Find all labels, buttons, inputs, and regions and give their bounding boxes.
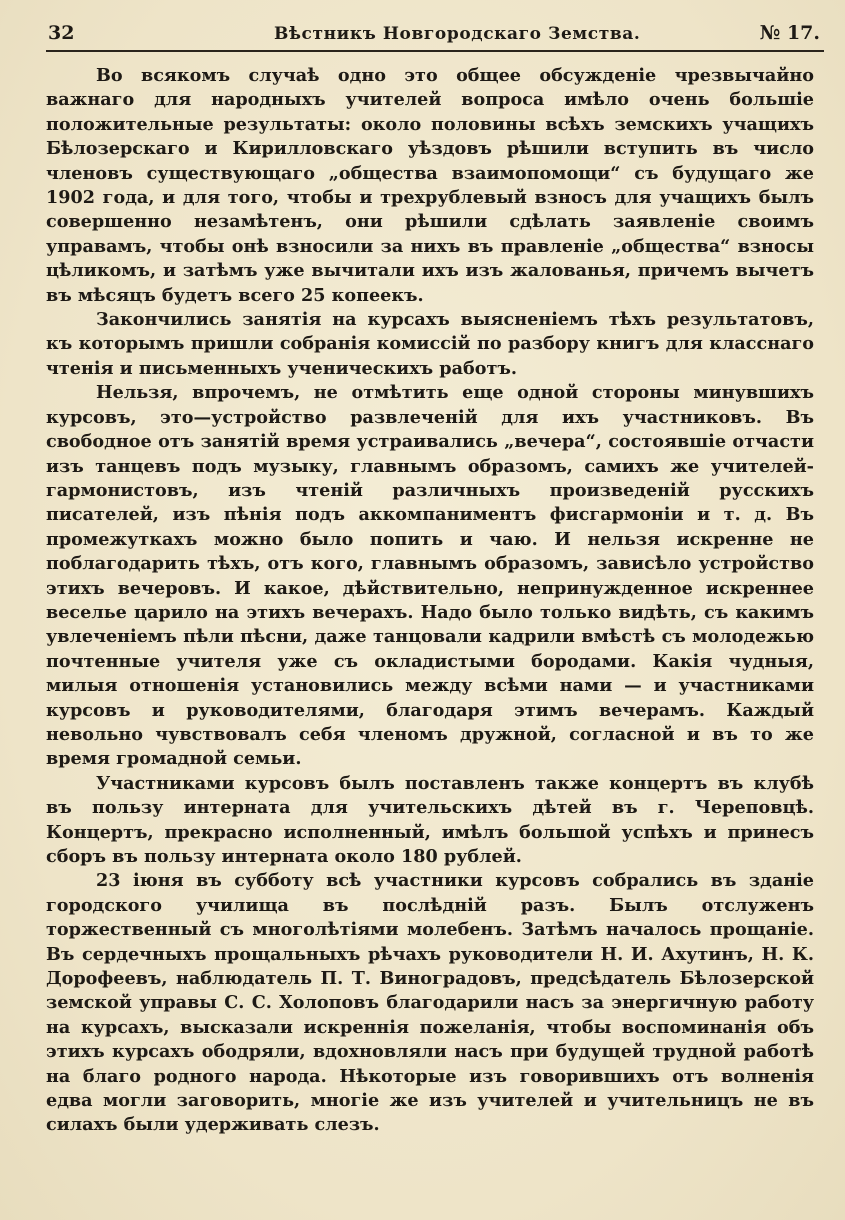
issue-number: № 17. (759, 22, 820, 44)
running-header (46, 20, 824, 52)
paragraph: 23 іюня въ субботу всѣ участники курсовъ собрались въ зданіе городского училища въ послѣдній разъ. Былъ отслуженъ торжественный съ многолѣтіями молебенъ. Затѣмъ началось прощаніе. Въ сердечныхъ прощальныхъ рѣчахъ руководители Н. И. Ахутинъ, Н. К. Дорофеевъ, наблюдатель П. Т. Виноградовъ, предсѣдатель Бѣлозерской земской управы С. С. Холоповъ благодарили насъ за энергичную работу на курсахъ, высказали искреннія пожеланія, чтобы воспоминанія объ этихъ курсахъ ободряли, вдохновляли насъ при будущей трудной работѣ на благо родного народа. Нѣкоторые изъ говорившихъ отъ волненія едва могли заговорить, многіе же изъ учителей и учительницъ не въ силахъ были удерживать слезъ. (46, 870, 814, 1136)
paragraph: Во всякомъ случаѣ одно это общее обсужденіе чрезвычайно важнаго для народныхъ учителей вопроса имѣло очень большіе положительные результаты: около половины всѣхъ земскихъ учащихъ Бѣлозерскаго и Кирилловскаго уѣздовъ рѣшили вступить въ число членовъ существующаго „общества взаимопомощи“ съ будущаго же 1902 года, и для того, чтобы и трехрублевый взносъ для учащихъ былъ совершенно незамѣтенъ, они рѣшили сдѣлать заявленіе своимъ управамъ, чтобы онѣ взносили за нихъ въ правленіе „общества“ взносы цѣликомъ, и затѣмъ уже вычитали ихъ изъ жалованья, причемъ вычетъ въ мѣсяцъ будетъ всего 25 копеекъ. (46, 65, 814, 306)
paragraph: Участниками курсовъ былъ поставленъ также концертъ въ клубѣ въ пользу интерната для учительскихъ дѣтей въ г. Череповцѣ. Концертъ, прекрасно исполненный, имѣлъ большой успѣхъ и принесъ сборъ въ пользу интерната около 180 рублей. (46, 772, 814, 867)
paragraph: Нельзя, впрочемъ, не отмѣтить еще одной стороны минувшихъ курсовъ, это—устройство развлеченій для ихъ участниковъ. Въ свободное отъ занятій время устраивались „вечера“, состоявшіе отчасти изъ танцевъ подъ музыку, главнымъ образомъ, самихъ же учителей-гармонистовъ, изъ чтеній различныхъ произведеній русскихъ писателей, изъ пѣнія подъ аккомпаниментъ фисгармоніи и т. д. Въ промежуткахъ можно было попить и чаю. И нельзя искренне не поблагодарить тѣхъ, отъ кого, главнымъ образомъ, зависѣло устройство этихъ вечеровъ. И какое, дѣйствительно, непринужденное искреннее веселье царило на этихъ вечерахъ. Надо было только видѣть, съ какимъ увлеченіемъ пѣли пѣсни, даже танцовали кадрили вмѣстѣ съ молодежью почтенные учителя уже съ окладистыми бородами. Какія чудныя, милыя отношенія установились между всѣми нами — и участниками курсовъ и руководителями, благодаря этимъ вечерамъ. Каждый невольно чувствовалъ себя членомъ дружной, согласной и въ то же время громадной семьи. (46, 382, 814, 770)
paragraph: Закончились занятія на курсахъ выясненіемъ тѣхъ результатовъ, къ которымъ пришли собранія комиссій по разбору книгъ для класснаго чтенія и письменныхъ ученическихъ работъ. (46, 309, 814, 379)
page-number: 32 (48, 22, 75, 44)
journal-title: Вѣстникъ Новгородскаго Земства. (274, 24, 641, 44)
article-body (46, 64, 814, 1138)
